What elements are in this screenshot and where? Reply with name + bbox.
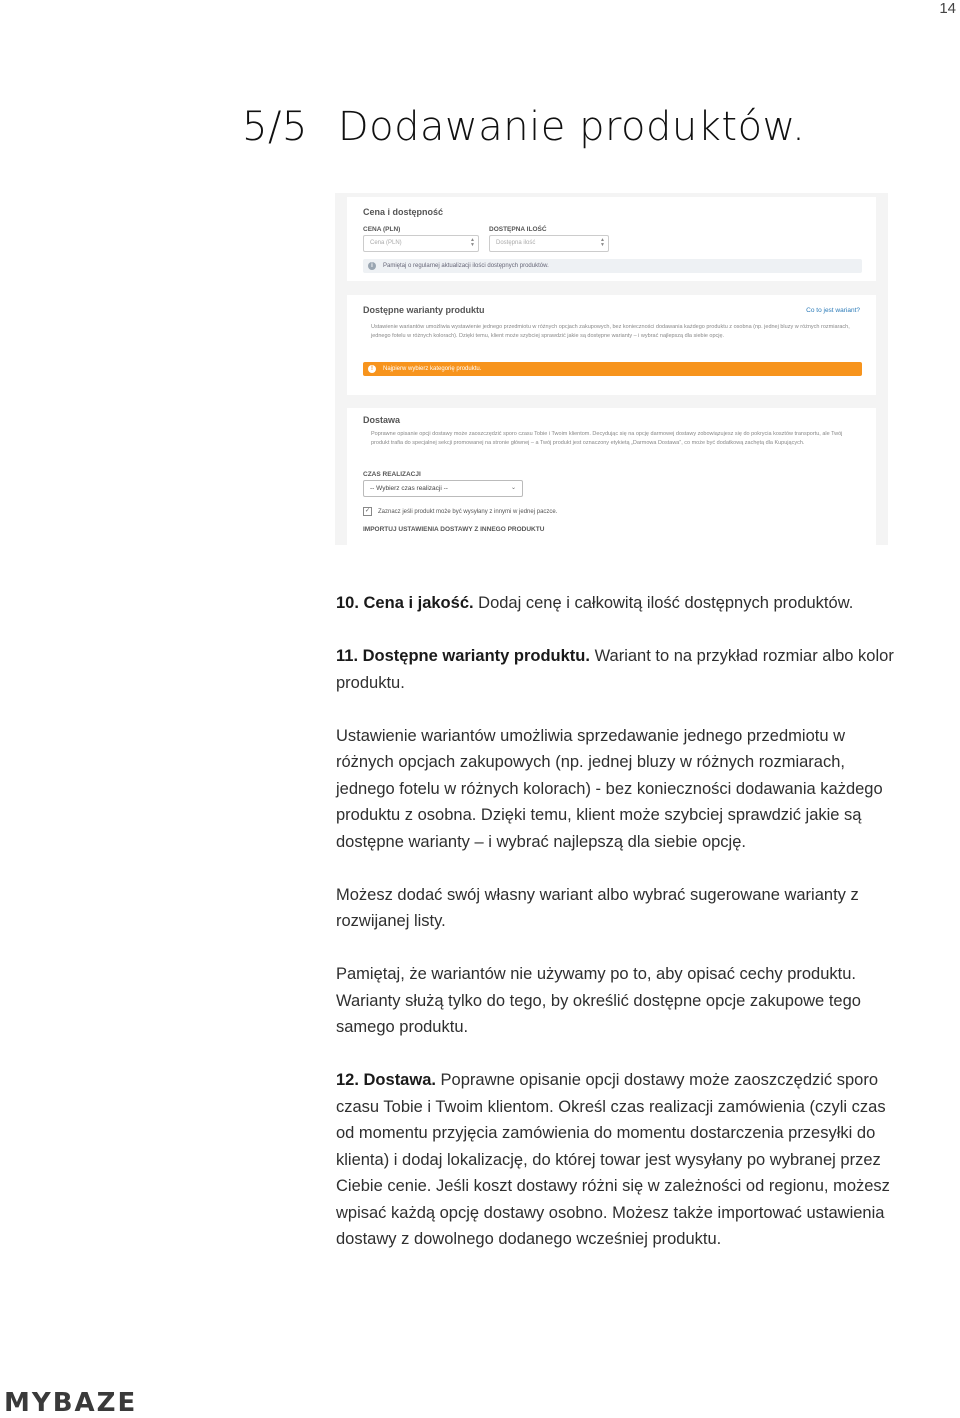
bundle-checkbox-label: Zaznacz jeśli produkt może być wysyłany z innymi w jednej paczce.	[378, 509, 558, 516]
variants-section-title: Dostępne warianty produktu	[363, 305, 485, 315]
title-text: Dodawanie produktów.	[337, 104, 806, 150]
category-warning	[363, 362, 862, 376]
paragraph-price	[336, 590, 896, 617]
price-section-title: Cena i dostępność	[363, 207, 444, 217]
price-card	[347, 197, 876, 281]
import-delivery-label: IMPORTUJ USTAWIENIA DOSTAWY Z INNEGO PRODUKTU	[363, 526, 545, 533]
heading-variants: 11. Dostępne warianty produktu.	[336, 647, 590, 665]
paragraph-variants-add: Możesz dodać swój własny wariant albo wybrać sugerowane warianty z rozwijanej listy.	[336, 885, 859, 930]
delivery-section-title: Dostawa	[363, 415, 401, 425]
price-spinner-icon[interactable]: ▲ ▼	[470, 237, 475, 248]
page-number: 14	[939, 0, 956, 17]
delivery-description: Poprawne opisanie opcji dostawy może zaoszczędzić sporo czasu Tobie i Twoim klientom. Decydując się na opcję darmowej dostawy zobowiązujesz się do pokrycia kosztów transportu, ale Twój produkt trafia do specjalnej sekcji promowanej na stronie głównej – a Twój produkt jest oznaczony etykietą „Darmowa Dostawa”, co może być dodatkową zachętą dla Kupujących.	[371, 431, 843, 446]
mybaze-logo: MYBAZE	[4, 1388, 138, 1418]
paragraph-variants-note: Pamiętaj, że wariantów nie używamy po to, aby opisać cechy produktu. Warianty służą tylko do tego, by określić dostępne opcje zakupowe tego samego produktu.	[336, 965, 861, 1036]
info-icon: i	[368, 262, 376, 270]
chevron-down-icon: ⌄	[510, 485, 516, 491]
price-text: Dodaj cenę i całkowitą ilość dostępnych produktów.	[473, 594, 854, 612]
delivery-card	[347, 408, 876, 545]
time-select[interactable]	[363, 480, 523, 497]
what-is-variant-link[interactable]: Co to jest wariant?	[806, 307, 860, 314]
quantity-input[interactable]	[489, 235, 609, 252]
bundle-checkbox-row[interactable]	[363, 507, 557, 516]
price-label: CENA (PLN)	[363, 226, 401, 233]
stock-notice-text: Pamiętaj o regularnej aktualizacji ilości dostępnych produktów.	[383, 263, 549, 269]
body-text	[336, 590, 896, 1279]
paragraph-delivery	[336, 1067, 896, 1253]
quantity-placeholder: Dostępna ilość	[496, 240, 536, 246]
heading-price: 10. Cena i jakość.	[336, 594, 474, 612]
checkbox[interactable]: ✓	[364, 508, 371, 514]
variants-card	[347, 295, 876, 395]
quantity-label: DOSTĘPNA ILOŚĆ	[489, 226, 547, 233]
variants-description: Ustawienie wariantów umożliwia wystawienie jednego przedmiotu w różnych opcjach zakupowych, bez konieczności dodawania każdego produktu z osobna (np. jednej bluzy w różnych rozmiarach, jednego fotelu w różnych kolorach). Dzięki temu, klient może szybciej sprawdzić jakie są dostępne warianty – i wybrać najlepszą dla siebie opcję.	[371, 324, 850, 339]
quantity-spinner-icon[interactable]: ▲ ▼	[600, 237, 605, 248]
section-number: 5/5	[242, 104, 308, 150]
variants-text: Wariant to na przykład rozmiar albo kolor produktu.	[336, 647, 894, 692]
paragraph-variants	[336, 643, 896, 696]
page-title	[242, 104, 805, 150]
category-warning-text: Najpierw wybierz kategorię produktu.	[383, 366, 482, 372]
heading-delivery: 12. Dostawa.	[336, 1071, 436, 1089]
warning-icon: !	[368, 365, 376, 373]
delivery-text: Poprawne opisanie opcji dostawy może zaoszczędzić sporo czasu Tobie i Twoim klientom. Określ czas realizacji zamówienia (czyli czas od momentu przyjęcia zamówienia do momentu dostarczenia przesyłki do klienta) i dodaj lokalizację, do której towar jest wysyłany po wybranej przez Ciebie cenie. Jeśli koszt dostawy różni się w zależności od regionu, możesz wpisać każdą opcję dostawy osobno. Możesz także importować ustawienia dostawy z dowolnego dodanego wcześniej produktu.	[336, 1071, 890, 1248]
time-select-value: -- Wybierz czas realizacji --	[370, 485, 448, 492]
form-screenshot	[335, 193, 888, 545]
stock-notice	[363, 259, 862, 273]
price-placeholder: Cena (PLN)	[370, 240, 402, 246]
paragraph-variants-detail: Ustawienie wariantów umożliwia sprzedawanie jednego przedmiotu w różnych opcjach zakupowych (np. jednej bluzy w różnych rozmiarach, jednego fotelu w różnych kolorach) - bez konieczności dodawania każdego produktu z osobna. Dzięki temu, klient może szybciej sprawdzić jakie są dostępne warianty – i wybrać najlepszą dla siebie opcję.	[336, 726, 883, 851]
price-input[interactable]	[363, 235, 479, 252]
time-label: CZAS REALIZACJI	[363, 471, 421, 478]
